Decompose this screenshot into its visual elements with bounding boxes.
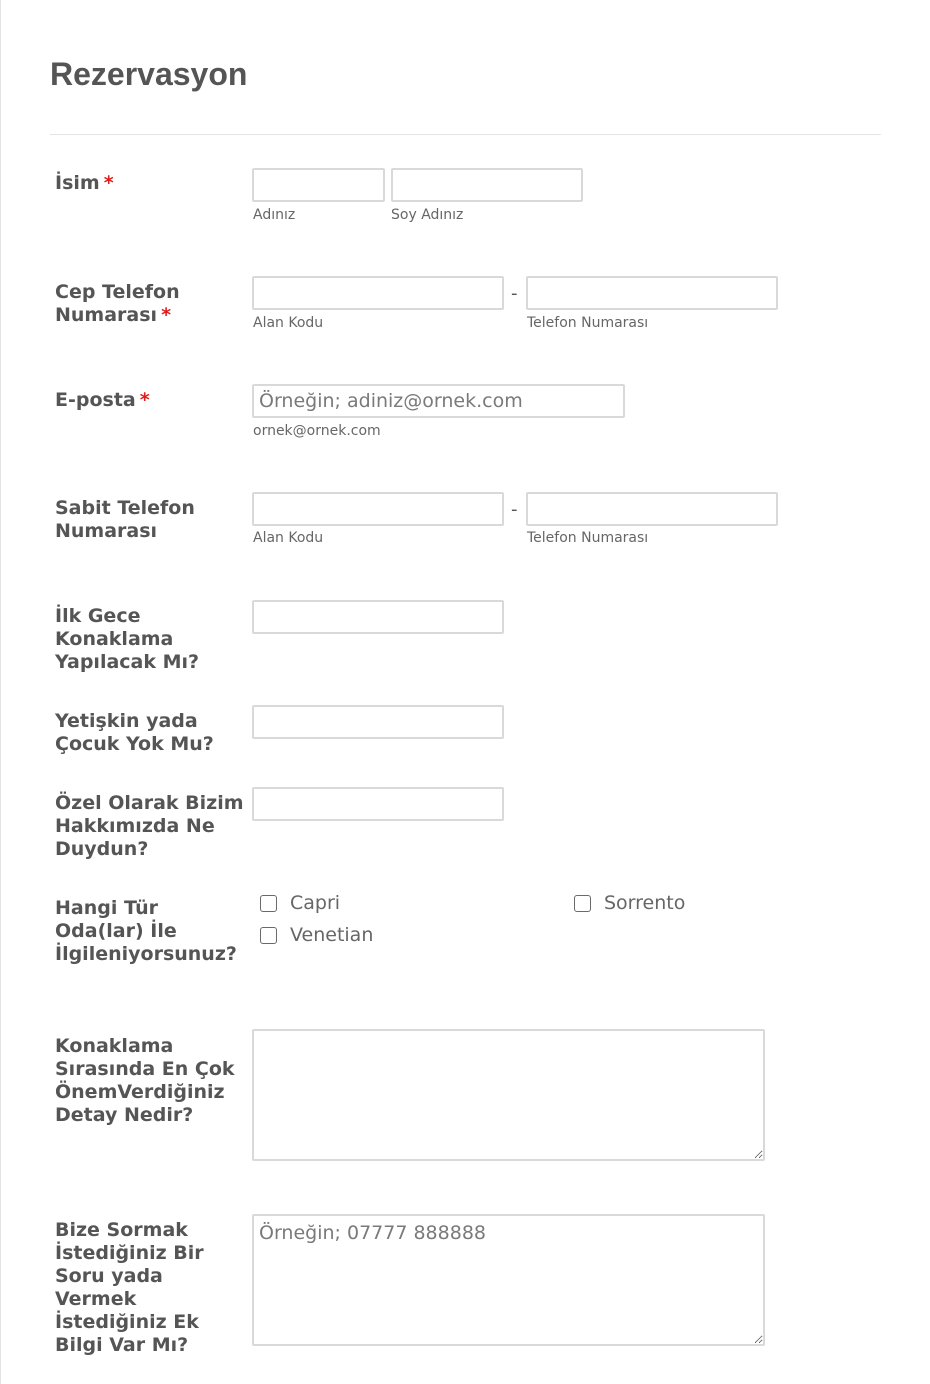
email-label-text: E-posta [55, 389, 136, 411]
room-type-label: Hangi Tür Oda(lar) İle İlgileniyorsunuz? [55, 897, 237, 965]
form-title: Rezervasyon [50, 56, 248, 92]
first-night-label: İlk Gece Konaklama Yapılacak Mı? [55, 605, 200, 673]
email-sublabel: ornek@ornek.com [253, 423, 381, 439]
email-label [55, 389, 245, 412]
room-venetian-label: Venetian [290, 924, 374, 946]
required-mark: * [161, 304, 171, 326]
landline-number-input[interactable] [526, 492, 778, 526]
mobile-label [55, 281, 245, 327]
title-divider [50, 134, 881, 135]
room-capri-checkbox[interactable] [260, 895, 277, 912]
required-mark: * [103, 172, 114, 194]
question-textarea[interactable] [252, 1214, 765, 1346]
required-mark: * [139, 389, 150, 411]
name-label [55, 172, 245, 195]
room-option-venetian[interactable] [260, 924, 373, 946]
mobile-dash: - [511, 283, 518, 304]
heard-about-label: Özel Olarak Bizim Hakkımızda Ne Duydun? [55, 792, 244, 860]
room-sorrento-checkbox[interactable] [574, 895, 591, 912]
room-venetian-checkbox[interactable] [260, 927, 277, 944]
mobile-area-code-input[interactable] [252, 276, 504, 310]
room-capri-label: Capri [290, 892, 341, 914]
room-option-capri[interactable] [260, 892, 340, 914]
detail-label: Konaklama Sırasında En Çok ÖnemVerdiğiniz Detay Nedir? [55, 1035, 235, 1126]
landline-area-code-input[interactable] [252, 492, 504, 526]
room-sorrento-label: Sorrento [604, 892, 686, 914]
last-name-sublabel: Soy Adınız [391, 207, 464, 223]
first-name-input[interactable] [252, 168, 385, 202]
detail-textarea[interactable] [252, 1029, 765, 1161]
question-label: Bize Sormak İstediğiniz Bir Soru yada Vermek İstediğiniz Ek Bilgi Var Mı? [55, 1219, 204, 1356]
mobile-label-text: Cep Telefon Numarası [55, 281, 180, 326]
first-night-input[interactable] [252, 600, 504, 634]
landline-area-sublabel: Alan Kodu [253, 530, 324, 546]
adult-child-label: Yetişkin yada Çocuk Yok Mu? [55, 710, 214, 755]
last-name-input[interactable] [391, 168, 583, 202]
room-option-sorrento[interactable] [574, 892, 685, 914]
mobile-number-sublabel: Telefon Numarası [527, 315, 649, 331]
mobile-number-input[interactable] [526, 276, 778, 310]
page-left-border [0, 0, 1, 1384]
landline-dash: - [511, 499, 518, 520]
landline-number-sublabel: Telefon Numarası [527, 530, 649, 546]
email-input[interactable] [252, 384, 625, 418]
heard-about-input[interactable] [252, 787, 504, 821]
name-label-text: İsim [55, 172, 100, 194]
mobile-area-sublabel: Alan Kodu [253, 315, 324, 331]
adult-child-input[interactable] [252, 705, 504, 739]
landline-label: Sabit Telefon Numarası [55, 497, 195, 542]
first-name-sublabel: Adınız [253, 207, 296, 223]
